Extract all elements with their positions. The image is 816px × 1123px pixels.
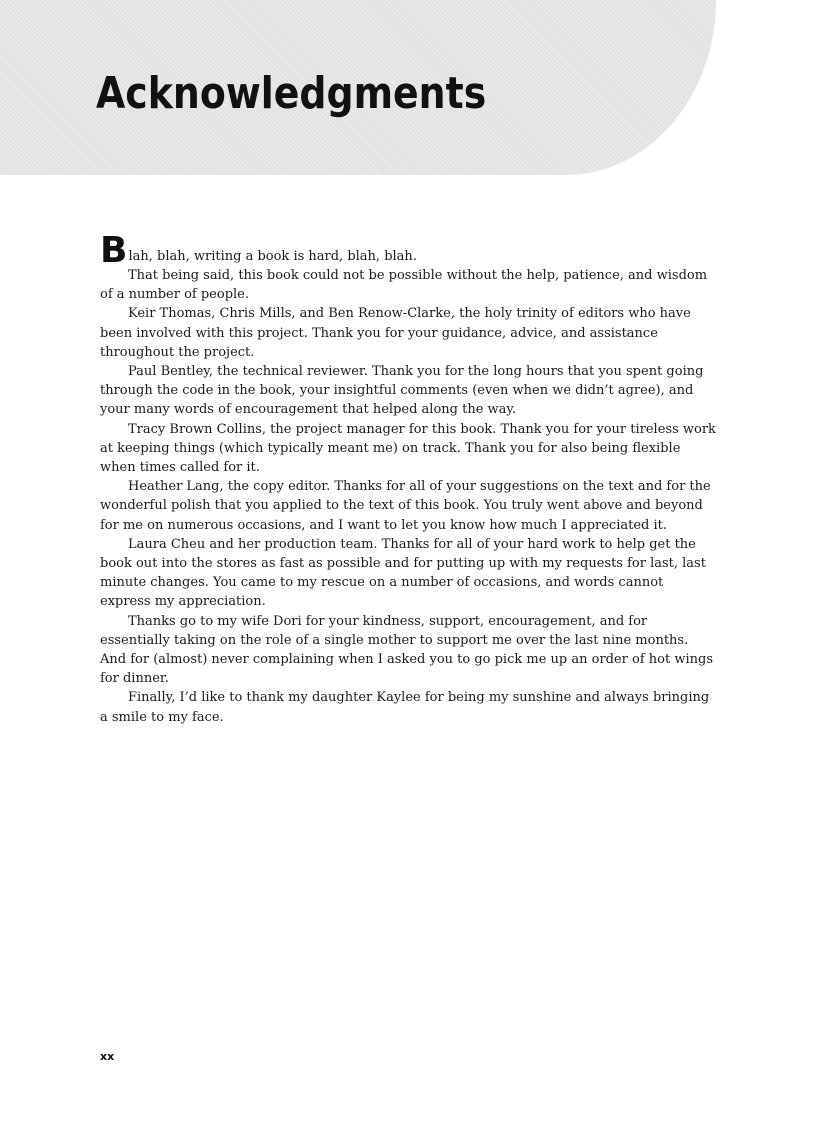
paragraph: Paul Bentley, the technical reviewer. Thank you for the long hours that you spent going through the code in the book, your insightful comments (even when we didn’t agree), and your many words of encouragement that helped along the way. [100,364,704,418]
page-number: xx [100,1050,115,1063]
paragraph: Heather Lang, the copy editor. Thanks for all of your suggestions on the text and for the wonderful polish that you applied to the text of this book. You truly went above and beyond for me on numerous occasions, and I want to let you know how much I appreciated it. [100,479,711,533]
paragraph: Finally, I’d like to thank my daughter Kaylee for being my sunshine and always bringing a smile to my face. [100,690,710,725]
paragraph: Tracy Brown Collins, the project manager for this book. Thank you for your tireless work at keeping things (which typically meant me) on track. Thank you for also being flexible when times called for it. [100,421,716,476]
opening-text: lah, blah, writing a book is hard, blah, blah. [128,248,417,264]
acknowledgments-body [100,230,716,727]
drop-cap: B [100,230,128,271]
paragraph: Keir Thomas, Chris Mills, and Ben Renow-Clarke, the holy trinity of editors who have been involved with this project. Thank you for your guidance, advice, and assistance throughout the project. [100,306,691,360]
chapter-title: Acknowledgments [96,68,487,119]
paragraph: Thanks go to my wife Dori for your kindness, support, encouragement, and for essentially taking on the role of a single mother to support me over the last nine months. And for (almost) never complaining when I asked you to go pick me up an order of hot wings for dinner. [100,613,713,687]
opening-paragraph [100,230,716,271]
paragraph: Laura Cheu and her production team. Thanks for all of your hard work to help get the book out into the stores as fast as possible and for putting up with my requests for last, last minute changes. You came to my rescue on a number of occasions, and words cannot express my appreciation. [100,536,706,610]
paragraph: That being said, this book could not be possible without the help, patience, and wisdom of a number of people. [100,268,708,303]
